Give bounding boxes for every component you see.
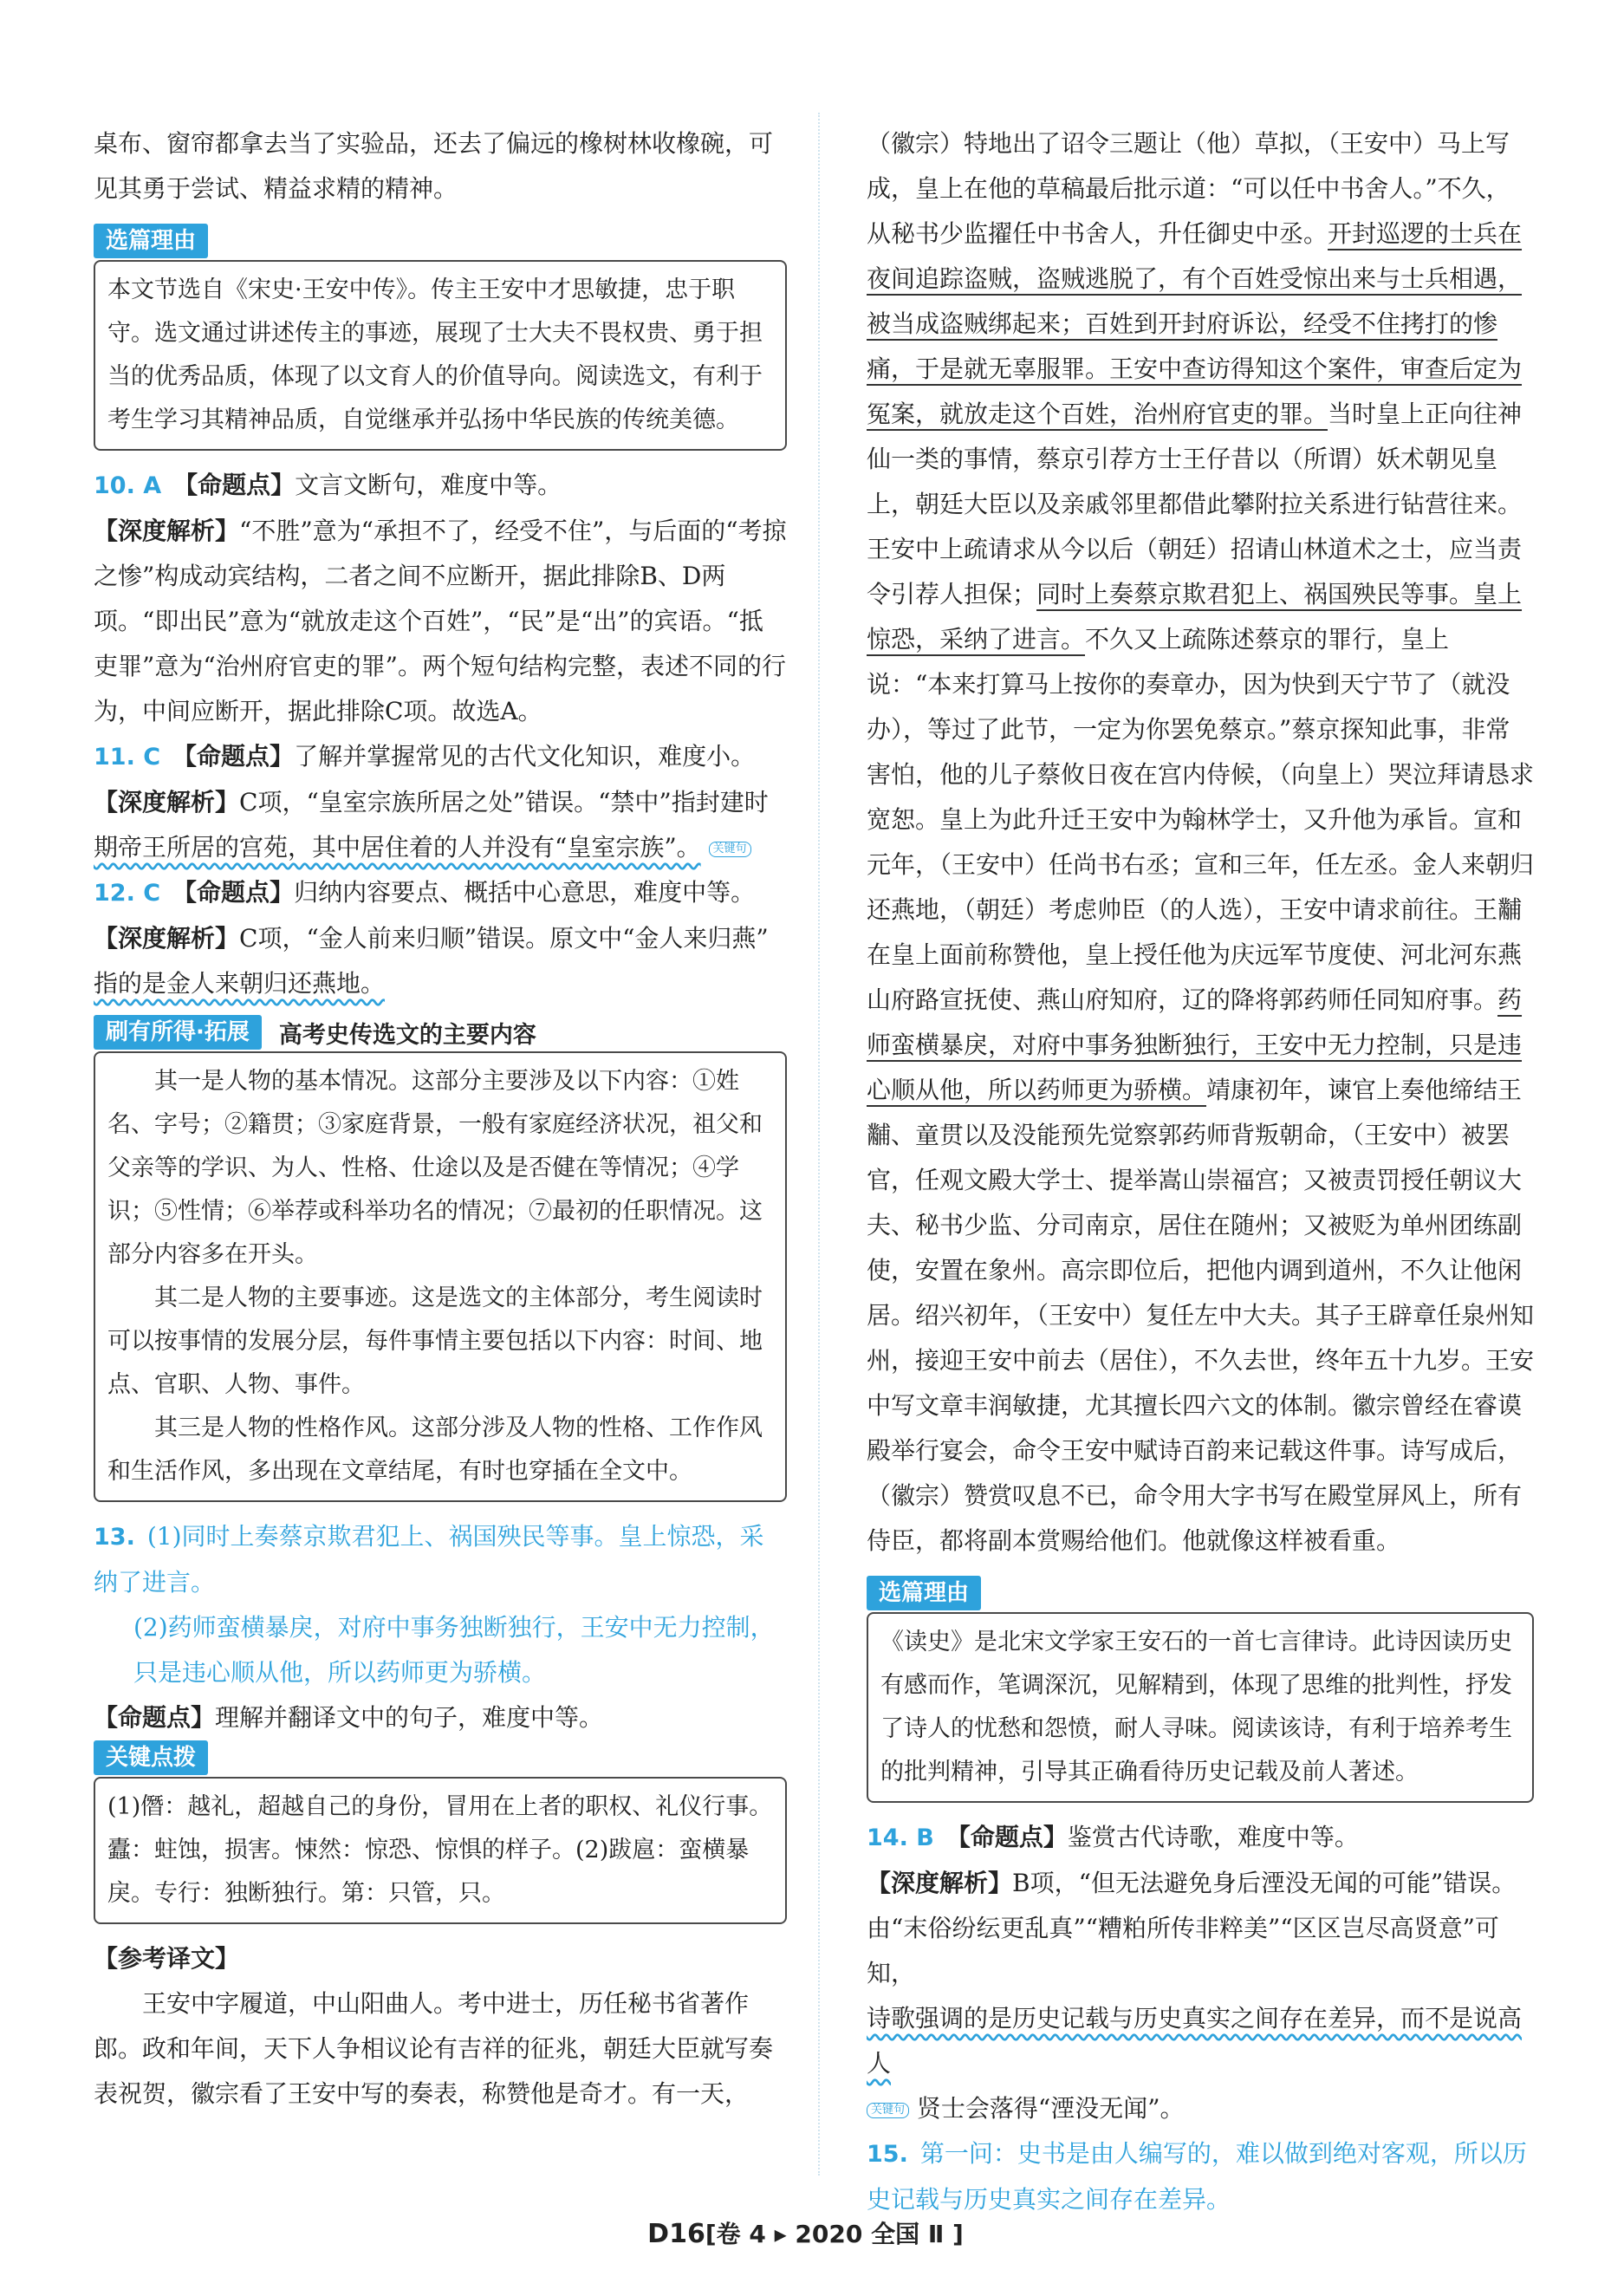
right-column [867, 121, 1534, 2222]
extension-tag: 刷有所得·拓展 [94, 1015, 262, 1050]
underlined-text: 开封巡逻的士兵在夜间追踪盗贼，盗贼逃脱了，有个百姓受惊出来与士兵相遇，被当成盗贼绑起来；百姓到开封府诉讼，经受不住拷打的惨痛，于是就无辜服罪。王安中查访得知这个案件，审查后定为冤案，就放走这个百姓，治州府官吏的罪。 [867, 219, 1523, 428]
extension-title: 高考史传选文的主要内容 [278, 1021, 536, 1049]
question-number: 11. C [94, 744, 161, 771]
key-tip-tag: 关键点拨 [94, 1740, 208, 1775]
extension-paragraph: 其三是人物的性格作风。这部分涉及人物的性格、工作作风和生活作风，多出现在文章结尾，有时也穿插在全文中。 [107, 1415, 763, 1485]
page-footer [0, 2215, 1611, 2250]
key-sentence-badge: 关键句 [867, 2103, 909, 2118]
intro-line: 桌布、窗帘都拿去当了实验品，还去了偏远的橡树林收橡碗，可 [94, 129, 774, 158]
reason-section-2 [867, 1576, 1534, 1803]
translation-text: 当时皇上正向往神仙一类的事情，蔡京引荐方士王仔昔以（所谓）妖术朝见皇上，朝廷大臣以及亲戚邻里都借此攀附拉关系进行钻营往来。王安中上疏请求从今以后（朝廷）招请山林道术之士，应当责令引荐人担保； [867, 400, 1523, 608]
question-15 [867, 2131, 1534, 2222]
analysis-label: 【深度解析】 [94, 924, 240, 953]
analysis-label: 【深度解析】 [94, 517, 240, 545]
question-number: 13. [94, 1524, 135, 1551]
point-text: 文言文断句，难度中等。 [295, 471, 562, 499]
point-label: 【命题点】 [172, 742, 295, 771]
question-number: 12. C [94, 880, 161, 907]
point-text: 了解并掌握常见的古代文化知识，难度小。 [294, 742, 756, 771]
translation-label: 【参考译文】 [94, 1944, 240, 1973]
translation-start [94, 1936, 787, 2117]
point-text: 鉴赏古代诗歌，难度中等。 [1067, 1823, 1359, 1851]
underlined-text: 同时上奏蔡京欺君犯上、祸国殃民等事。皇上惊恐，采纳了进言。 [867, 580, 1523, 654]
reason-text: 本文节选自《宋史·王安中传》。传主王安中才思敏捷，忠于职守。选文通过讲述传主的事迹，展现了士大夫不畏权贵、勇于担当的优秀品质，体现了以文育人的价值导向。阅读选文，有利于考生学习其精神品质，自觉继承并弘扬中华民族的传统美德。 [107, 276, 763, 433]
analysis-text: “不胜”意为“承担不了，经受不住”，与后面的“考掠之惨”构成动宾结构，二者之间不应断开，据此排除B、D两项。“即出民”意为“就放走这个百姓”，“民”是“出”的宾语。“抵吏罪”意为“治州府官吏的罪”。两个短句结构完整，表述不同的行为，中间应断开，据此排除C项。故选A。 [94, 517, 787, 725]
question-13 [94, 1514, 787, 1924]
reason-tag: 选篇理由 [867, 1576, 981, 1610]
translation-text: 靖康初年，谏官上奏他缔结王黼、童贯以及没能预先觉察郭药师背叛朝命，（王安中）被罢官，任观文殿大学士、提举嵩山崇福宫；又被责罚授任朝议大夫、秘书少监、分司南京，居住在随州；又被贬为单州团练副使，安置在象州。高宗即位后，把他内调到道州，不久让他闲居。绍兴初年，（王安中）复任左中大夫。其子王辟章任泉州知州，接迎王安中前去（居住），不久去世，终年五十九岁。王安中写文章丰润敏捷，尤其擅长四六文的体制。徽宗曾经在睿谟殿举行宴会，命令王安中赋诗百韵来记载这件事。诗写成后，（徽宗）赞赏叹息不已，命令用大字书写在殿堂屏风上，所有侍臣，都将副本赏赐给他们。他就像这样被看重。 [867, 1076, 1535, 1555]
reason-box [867, 1612, 1534, 1803]
footer-text: [卷 4 ▸ 2020 全国 Ⅱ ] [705, 2220, 964, 2248]
answer-1: (1)同时上奏蔡京欺君犯上、祸国殃民等事。皇上惊恐，采纳了进言。 [94, 1522, 764, 1597]
key-tip-box [94, 1777, 787, 1924]
reason-section [94, 224, 787, 451]
key-tip-text: (1)僭：越礼，超越自己的身份，冒用在上者的职权、礼仪行事。蠹：蛀蚀，损害。悚然：惊恐、惊惧的样子。(2)跋扈：蛮横暴戾。专行：独断独行。第：只管，只。 [107, 1793, 773, 1907]
point-text: 理解并翻译文中的句子，难度中等。 [215, 1703, 604, 1732]
question-number: 15. [867, 2141, 908, 2168]
question-number: 10. A [94, 472, 162, 499]
analysis-text: B项，“但无法避免身后湮没无闻的可能”错误。由“末俗纷纭更乱真”“糟粕所传非粹美”“区区岂尽高贤意”可知， [867, 1869, 1517, 1987]
reason-box [94, 260, 787, 451]
reason-tag: 选篇理由 [94, 224, 208, 258]
point-text: 归纳内容要点、概括中心意思，难度中等。 [294, 878, 756, 907]
question-12 [94, 870, 787, 1006]
key-sentence: 诗歌强调的是历史记载与历史真实之间存在差异，而不是说高人 [867, 2004, 1523, 2078]
answer-2: (2)药师蛮横暴戾，对府中事务独断独行，王安中无力控制，只是违心顺从他，所以药师更为骄横。 [133, 1613, 775, 1687]
extension-box [94, 1051, 787, 1502]
translation-paragraph [867, 121, 1534, 1564]
point-label: 【命题点】 [945, 1823, 1068, 1851]
answer-text: 第一问：史书是由人编写的，难以做到绝对客观，所以历史记载与历史真实之间存在差异。 [867, 2139, 1527, 2214]
left-column [94, 121, 787, 2117]
key-sentence-badge: 关键句 [709, 842, 751, 857]
extension-paragraph: 其一是人物的基本情况。这部分主要涉及以下内容：①姓名、字号；②籍贯；③家庭背景，一般有家庭经济状况，祖父和父亲等的学识、为人、性格、仕途以及是否健在等情况；④学识；⑤性情；⑥举荐或科举功名的情况；⑦最初的任职情况。这部分内容多在开头。 [107, 1068, 763, 1268]
point-label: 【命题点】 [94, 1703, 216, 1732]
translation-text: （徽宗）特地出了诏令三题让（他）草拟，（王安中）马上写成，皇上在他的草稿最后批示道：“可以任中书舍人。”不久，从秘书少监擢任中书舍人，升任御史中丞。 [867, 129, 1510, 248]
analysis-label: 【深度解析】 [94, 788, 240, 816]
reason-text: 《读史》是北宋文学家王安石的一首七言律诗。此诗因读历史有感而作，笔调深沉，见解精到，体现了思维的批判性，抒发了诗人的忧愁和怨愤，耐人寻味。阅读该诗，有利于培养考生的批判精神，引导其正确看待历史记载及前人著述。 [880, 1629, 1512, 1785]
analysis-text: 贤士会落得“湮没无闻”。 [916, 2094, 1185, 2123]
key-sentence: 期帝王所居的宫苑，其中居住着的人并没有“皇室宗族”。 [94, 833, 701, 862]
extension-section [94, 1015, 787, 1502]
analysis-text: C项，“皇室宗族所居之处”错误。“禁中”指封建时 [239, 788, 769, 816]
point-label: 【命题点】 [173, 471, 296, 499]
translation-text: 王安中字履道，中山阳曲人。考中进士，历任秘书省著作郎。政和年间，天下人争相议论有吉祥的征兆，朝廷大臣就写奏表祝贺，徽宗看了王安中写的奏表，称赞他是奇才。有一天， [94, 1989, 774, 2108]
translation-text: 不久又上疏陈述蔡京的罪行，皇上说：“本来打算马上按你的奏章办，因为快到天宁节了（就没办），等过了此节，一定为你罢免蔡京。”蔡京探知此事，非常害怕，他的儿子蔡攸日夜在宫内侍候，（向皇上）哭泣拜请恳求宽恕。皇上为此升迁王安中为翰林学士，又升他为承旨。宣和元年，（王安中）任尚书右丞；宣和三年，任左丞。金人来朝归还燕地，（朝廷）考虑帅臣（的人选），王安中请求前往。王黼在皇上面前称赞他，皇上授任他为庆远军节度使、河北河东燕山府路宣抚使、燕山府知府，辽的降将郭药师任同知府事。 [867, 625, 1535, 1014]
intro-line: 见其勇于尝试、精益求精的精神。 [94, 174, 458, 203]
point-label: 【命题点】 [172, 878, 295, 907]
analysis-label: 【深度解析】 [867, 1869, 1013, 1897]
question-number: 14. B [867, 1824, 934, 1851]
question-14 [867, 1815, 1534, 2131]
page-number: D16 [647, 2219, 705, 2249]
column-divider [818, 113, 820, 2176]
question-10 [94, 463, 787, 734]
analysis-text: C项，“金人前来归顺”错误。原文中“金人来归燕” [239, 924, 769, 953]
underlined-text: 药师蛮横暴戾，对府中事务独断独行，王安中无力控制，只是违心顺从他，所以药师更为骄横。 [867, 985, 1523, 1104]
extension-paragraph: 其二是人物的主要事迹。这是选文的主体部分，考生阅读时可以按事情的发展分层，每件事情主要包括以下内容：时间、地点、官职、人物、事件。 [107, 1285, 763, 1398]
question-11 [94, 734, 787, 870]
analysis-text: 指的是金人来朝归还燕地。 [94, 969, 386, 998]
